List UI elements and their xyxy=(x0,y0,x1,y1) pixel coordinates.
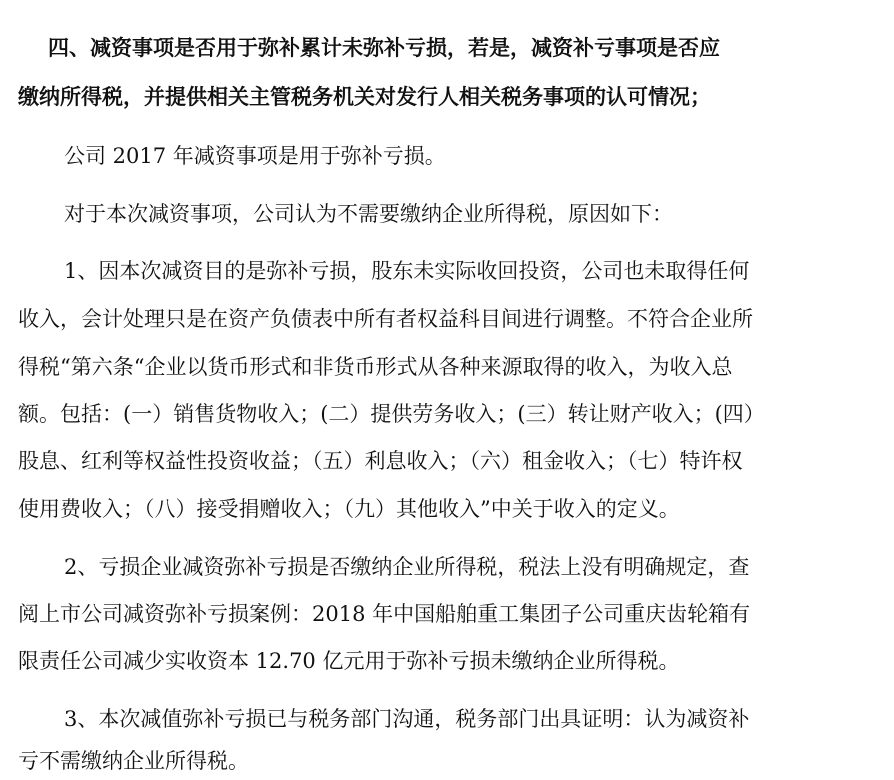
paragraph-4-line-1: 2、亏损企业减资弥补亏损是否缴纳企业所得税，税法上没有明确规定，查 xyxy=(64,555,750,579)
paragraph-2-line-1: 对于本次减资事项，公司认为不需要缴纳企业所得税，原因如下： xyxy=(64,202,673,226)
paragraph-5-line-2: 亏不需缴纳企业所得税。 xyxy=(18,749,249,773)
paragraph-3-line-5: 股息、红利等权益性投资收益；（五）利息收入；（六）租金收入；（七）特许权 xyxy=(18,449,743,473)
paragraph-3-line-3: 得税“第六条“企业以货币形式和非货币形式从各种来源取得的收入，为收入总 xyxy=(18,355,733,379)
paragraph-3-line-4: 额。包括：(一）销售货物收入；(二）提供劳务收入；(三）转让财产收入；(四） xyxy=(18,402,765,426)
paragraph-5-line-1: 3、本次减值弥补亏损已与税务部门沟通，税务部门出具证明：认为减资补 xyxy=(64,707,750,731)
paragraph-3-line-1: 1、因本次减资目的是弥补亏损，股东未实际收回投资，公司也未取得任何 xyxy=(64,259,750,283)
paragraph-1-line-1: 公司 2017 年减资事项是用于弥补亏损。 xyxy=(64,144,446,168)
heading-line-2: 缴纳所得税，并提供相关主管税务机关对发行人相关税务事项的认可情况； xyxy=(18,84,711,109)
paragraph-4-line-2: 阅上市公司减资弥补亏损案例：2018 年中国船舶重工集团子公司重庆齿轮箱有 xyxy=(18,602,751,626)
paragraph-3-line-6: 使用费收入；（八）接受捐赠收入；（九）其他收入”中关于收入的定义。 xyxy=(18,497,680,521)
paragraph-4-line-3: 限责任公司减少实收资本 12.70 亿元用于弥补亏损未缴纳企业所得税。 xyxy=(18,649,680,673)
paragraph-3-line-2: 收入，会计处理只是在资产负债表中所有者权益科目间进行调整。不符合企业所 xyxy=(18,307,753,331)
heading-line-1: 四、减资事项是否用于弥补累计未弥补亏损，若是，减资补亏事项是否应 xyxy=(48,35,720,60)
